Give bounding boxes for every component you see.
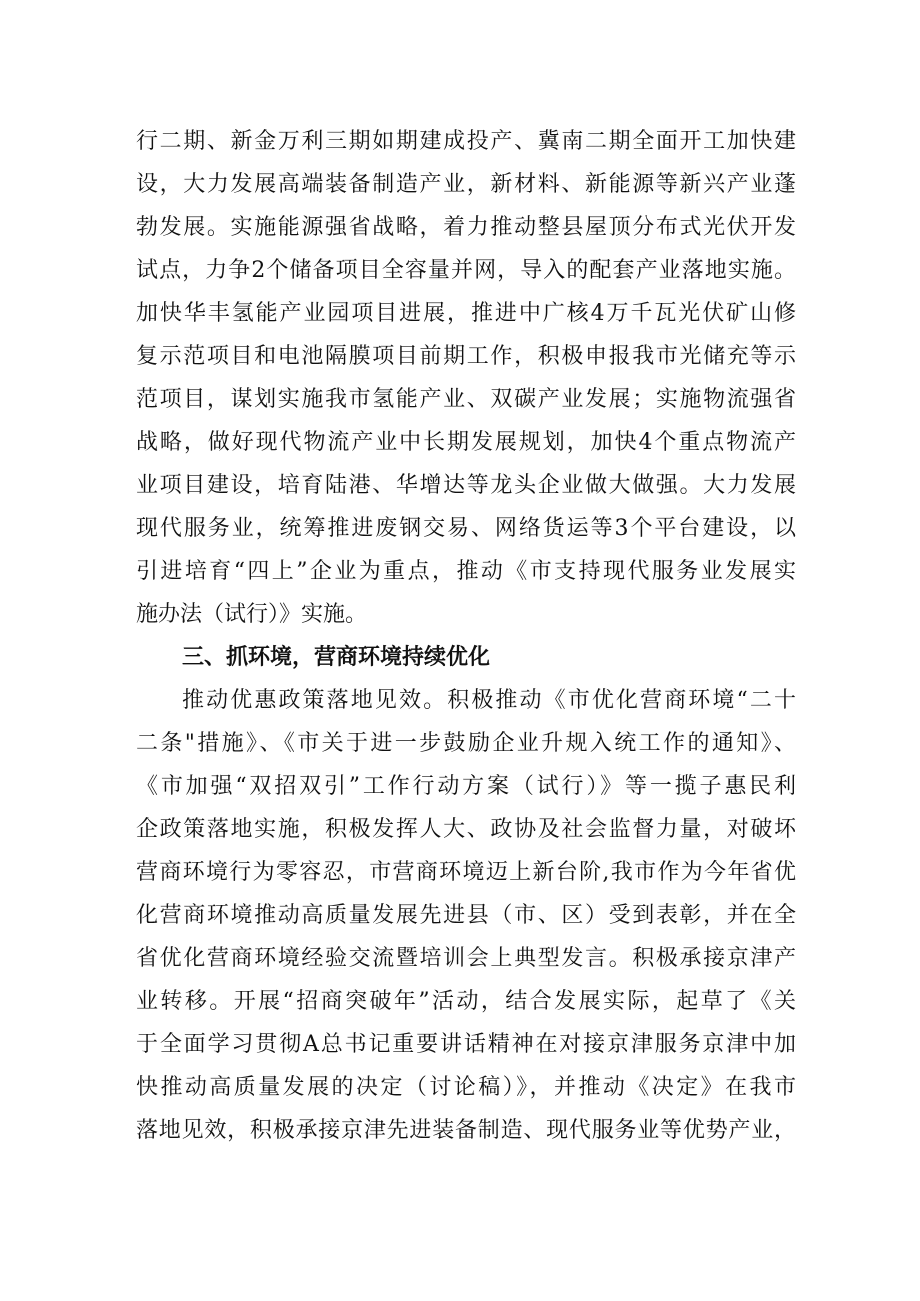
body-text-line: 于全面学习贯彻A总书记重要讲话精神在对接京津服务京津中加 — [136, 1032, 796, 1057]
body-text-line: 企政策落地实施，积极发挥人大、政协及社会监督力量，对破坏 — [136, 817, 796, 842]
body-text-line: 试点，力争2个储备项目全容量并网，导入的配套产业落地实施。 — [136, 258, 796, 283]
body-text-line: 勃发展。实施能源强省战略，着力推动整县屋顶分布式光伏开发 — [136, 215, 796, 240]
body-text-line: 营商环境行为零容忍，市营商环境迈上新台阶,我市作为今年省优 — [136, 860, 796, 885]
body-text-line: 落地见效，积极承接京津先进装备制造、现代服务业等优势产业， — [136, 1118, 796, 1143]
body-text-line: 行二期、新金万利三期如期建成投产、冀南二期全面开工加快建 — [136, 129, 796, 154]
body-text-line: 化营商环境推动高质量发展先进县（市、区）受到表彰，并在全 — [136, 903, 796, 928]
body-text-line: 加快华丰氢能产业园项目进展，推进中广核4万千瓦光伏矿山修 — [136, 301, 796, 326]
body-text-line: 业转移。开展“招商突破年”活动，结合发展实际，起草了《关 — [136, 989, 796, 1014]
body-text-line: 省优化营商环境经验交流暨培训会上典型发言。积极承接京津产 — [136, 946, 796, 971]
body-text-line: 引进培育“四上”企业为重点，推动《市支持现代服务业发展实 — [136, 559, 796, 584]
body-text-line: 推动优惠政策落地见效。积极推动《市优化营商环境“二十 — [182, 688, 796, 713]
body-text-line: 战略，做好现代物流产业中长期发展规划，加快4个重点物流产 — [136, 430, 796, 455]
body-text-line: 范项目，谋划实施我市氢能产业、双碳产业发展；实施物流强省 — [136, 387, 796, 412]
body-text-line: 快推动高质量发展的决定（讨论稿）》，并推动《决定》在我市 — [136, 1075, 796, 1100]
body-text-line: 《市加强“双招双引”工作行动方案（试行）》等一揽子惠民利 — [136, 774, 796, 799]
body-text-line: 业项目建设，培育陆港、华增达等龙头企业做大做强。大力发展 — [136, 473, 796, 498]
section-heading: 三、抓环境，营商环境持续优化 — [182, 645, 491, 670]
body-text-line: 设，大力发展高端装备制造产业，新材料、新能源等新兴产业蓬 — [136, 172, 796, 197]
body-text-line: 二条"措施》、《市关于进一步鼓励企业升规入统工作的通知》、 — [136, 731, 796, 756]
body-text-line: 施办法（试行）》实施。 — [136, 602, 368, 627]
body-text-line: 现代服务业，统筹推进废钢交易、网络货运等3个平台建设，以 — [136, 516, 796, 541]
body-text-line: 复示范项目和电池隔膜项目前期工作，积极申报我市光储充等示 — [136, 344, 796, 369]
